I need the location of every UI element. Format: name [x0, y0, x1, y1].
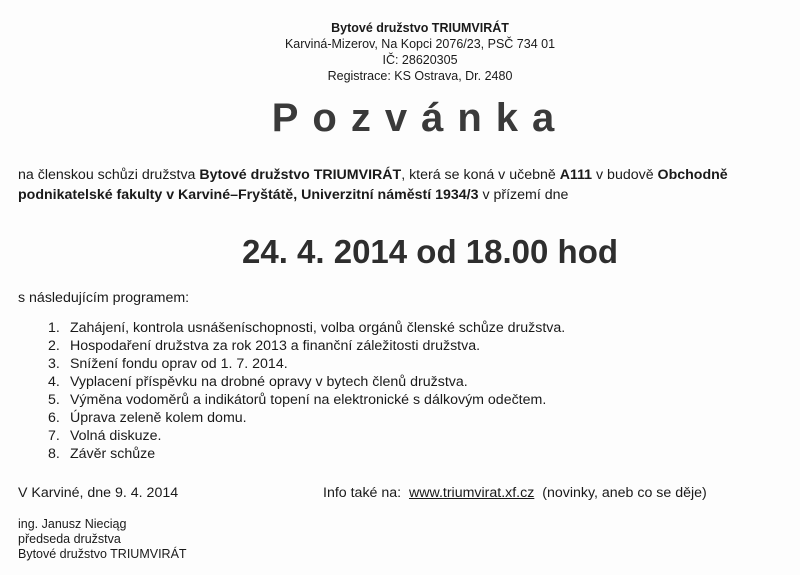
website-link[interactable]: www.triumvirat.xf.cz [408, 485, 535, 501]
program-item-number: 4. [48, 374, 60, 390]
letterhead-address: Karviná-Mizerov, Na Kopci 2076/23, PSČ 734 01 [284, 37, 556, 51]
program-item-number: 5. [48, 392, 60, 408]
program-item-number: 6. [48, 410, 60, 426]
program-item-text: Závěr schůze [69, 446, 156, 462]
program-item-text: Vyplacení příspěvku na drobné opravy v bytech členů družstva. [69, 374, 468, 390]
program-item-text: Výměna vodoměrů a indikátorů topení na elektronické s dálkovým odečtem. [69, 392, 547, 408]
program-intro: s následujícím programem: [18, 290, 190, 306]
program-item-text: Snížení fondu oprav od 1. 7. 2014. [69, 356, 288, 372]
letterhead [0, 20, 800, 84]
letterhead-ic: IČ: 28620305 [382, 53, 458, 67]
signature-block [18, 517, 187, 562]
program-item [48, 373, 565, 391]
place-and-date: V Karviné, dne 9. 4. 2014 [18, 485, 179, 501]
info-label: Info také na: [323, 485, 402, 501]
program-item-text: Zahájení, kontrola usnášeníschopnosti, volba orgánů členské schůze družstva. [69, 320, 566, 336]
signatory-organization: Bytové družstvo TRIUMVIRÁT [18, 547, 187, 561]
signatory-role: předseda družstva [18, 532, 121, 546]
letterhead-registration: Registrace: KS Ostrava, Dr. 2480 [327, 69, 513, 83]
intro-text: , která se koná v učebně [401, 167, 560, 183]
intro-text: na členskou schůzi družstva [18, 167, 200, 183]
program-item-number: 1. [48, 320, 60, 336]
letterhead-organization: Bytové družstvo TRIUMVIRÁT [331, 21, 509, 35]
meeting-date: 24. 4. 2014 od 18.00 hod [241, 233, 619, 270]
intro-room: A111 [559, 167, 593, 183]
program-item-number: 8. [48, 446, 60, 462]
intro-paragraph [18, 165, 798, 205]
program-item [48, 409, 565, 427]
program-item [48, 355, 565, 373]
program-list [48, 319, 565, 463]
program-item [48, 391, 565, 409]
info-note: (novinky, aneb co se děje) [542, 485, 707, 501]
program-item [48, 445, 565, 463]
program-item [48, 427, 565, 445]
document-title: Pozvánka [271, 96, 569, 140]
program-item-text: Úprava zeleně kolem domu. [69, 410, 247, 426]
signatory-name: ing. Janusz Nieciąg [18, 517, 127, 531]
intro-text: v přízemí dne [478, 187, 569, 203]
intro-building: Obchodně podnikatelské fakulty v Karviné–Fryštátě, Univerzitní náměstí 1934/3 [18, 167, 728, 203]
program-item-number: 7. [48, 428, 60, 444]
program-item-text: Hospodaření družstva za rok 2013 a finanční záležitosti družstva. [69, 338, 481, 354]
program-item [48, 319, 565, 337]
info-line [323, 485, 707, 501]
program-item-number: 2. [48, 338, 60, 354]
program-item-number: 3. [48, 356, 60, 372]
program-item-text: Volná diskuze. [69, 428, 162, 444]
program-item [48, 337, 565, 355]
intro-text: v budově [592, 167, 658, 183]
intro-organization: Bytové družstvo TRIUMVIRÁT [199, 167, 402, 183]
